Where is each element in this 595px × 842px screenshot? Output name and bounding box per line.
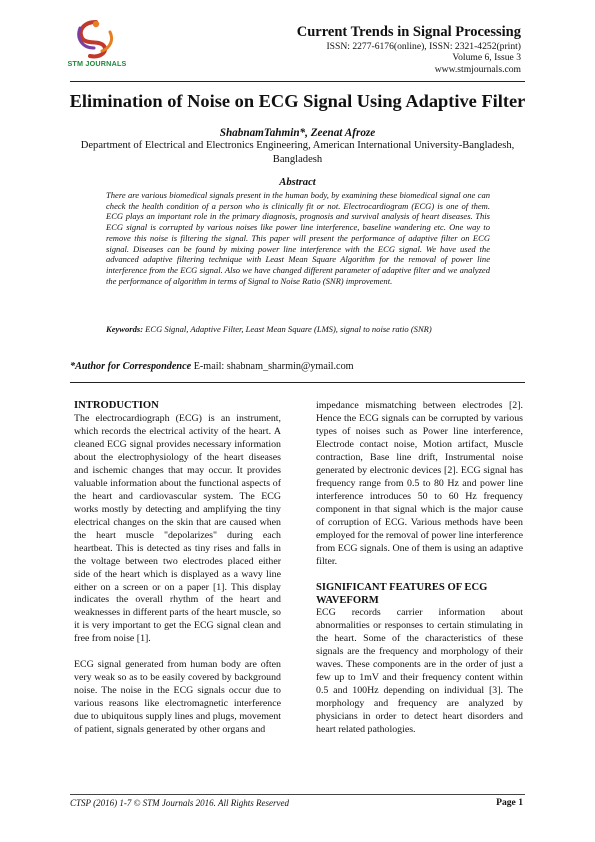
journal-title: Current Trends in Signal Processing — [296, 24, 521, 40]
features-paragraph-1: ECG records carrier information about abnormalities or responses to certain stimulating in the heart. Some of the characteristics of these signals are the frequency and morphology of their waves. These components are in the order of just a few up to 1mV and their frequency content within 0.5 and 100Hz depending on individual [3]. The morphology and frequency are analyzed by physicians in order to detect heart disorders and heart related pathologies. — [316, 607, 523, 736]
page-number: Page 1 — [496, 797, 523, 808]
correspondence-label: *Author for Correspondence — [70, 361, 192, 372]
correspondence-email[interactable]: E-mail: shabnam_sharmin@ymail.com — [191, 361, 354, 372]
abstract-text: There are various biomedical signals present in the human body, by examining these biomedical signal one can check the health condition of a person who is clinically fit or not. Electrocardiogram (ECG) is one of them. ECG plays an important role in the primary diagnosis, prognosis and survival analysis of heart diseases. This ECG signal is corrupted by various noises like power line interference, baseline wandering etc. One way to remove this noise is filtering the signal. This paper will present the performance of adaptive filter on ECG signal. Diseases can be found by mixing power line interference with the ECG signal. We have used the advanced adaptive filtering technique with Least Mean Square Algorithm for the removal of power line interference from the ECG signal. Also we have changed different parameter of adaptive filter and we analyzed the performance of algorithm in terms of Signal to Noise Ratio (SNR) improvement. — [106, 190, 490, 286]
intro-paragraph-1: The electrocardiograph (ECG) is an instrument, which records the electrical activity of the heart. A cleaned ECG signal provides necessary information about the electrophysiology of the heart diseases and ischemic changes that may occur. It provides valuable information about the functional aspects of the heart and cardiovascular system. The ECG works mostly by detecting and amplifying the tiny electrical changes on the skin that are caused when the heart muscle "depolarizes" during each heartbeat. This is detected as tiny rises and falls in the voltage between two electrodes placed either side of the heart which is displayed as a wavy line either on a screen or on a paper [1]. This display indicates the overall rhythm of the heart and weaknesses in different parts of the heart muscle, so it is very important to get the ECG signal clean and free from noise [1]. — [74, 412, 281, 645]
footer-citation: CTSP (2016) 1-7 © STM Journals 2016. All Rights Reserved — [70, 798, 289, 808]
introduction-heading: INTRODUCTION — [74, 400, 159, 411]
features-heading: SIGNIFICANT FEATURES OF ECG WAVEFORM — [316, 581, 488, 606]
affiliation: Department of Electrical and Electronics Engineering, American International University-Bangladesh, Bangladesh — [80, 140, 515, 166]
abstract-heading: Abstract — [279, 177, 316, 188]
volume-issue: Volume 6, Issue 3 — [452, 52, 521, 64]
footer-rule — [70, 794, 525, 795]
intro-paragraph-2-continued: impedance mismatching between electrodes [2]. Hence the ECG signals can be corrupted by various types of noises such as Power line interference, Electrode contact noise, Motion artifact, Muscle contraction, Base line drift, Instrumental noise generated by electronic devices [2]. ECG signal has frequency range from 0.5 to 80 Hz and power line interference introduces 50 to 60 Hz frequency component in that signal which is the major cause of corruption of ECG. Various methods have been employed for the removal of power line interference from ECG signals. One of them is using an adaptive filter. — [316, 400, 524, 567]
keywords-label: Keywords: — [106, 324, 144, 334]
left-column — [74, 400, 281, 737]
right-column — [316, 400, 523, 737]
logo-text: STM JOURNALS — [67, 59, 127, 68]
authors: ShabnamTahmin*, Zeenat Afroze — [219, 127, 376, 139]
paragraph-gap — [316, 569, 523, 582]
correspondence — [70, 361, 525, 372]
paper-title: Elimination of Noise on ECG Signal Using Adaptive Filter — [69, 91, 526, 111]
header-rule — [70, 81, 525, 82]
journal-website[interactable]: www.stmjournals.com — [434, 63, 521, 75]
keywords — [106, 324, 490, 335]
journal-info — [297, 24, 521, 75]
section-rule — [70, 382, 525, 383]
issn: ISSN: 2277-6176(online), ISSN: 2321-4252(print) — [326, 41, 521, 53]
paragraph-gap — [74, 646, 281, 659]
keywords-list: ECG Signal, Adaptive Filter, Least Mean Square (LMS), signal to noise ratio (SNR) — [143, 324, 432, 334]
intro-paragraph-2: ECG signal generated from human body are often very weak so as to be easily covered by background noise. The noise in the ECG signals occur due to various reasons like electromagnetic interference due to ubiquitous supply lines and plugs, movement of patient, signals generated by other organs and — [74, 659, 281, 736]
